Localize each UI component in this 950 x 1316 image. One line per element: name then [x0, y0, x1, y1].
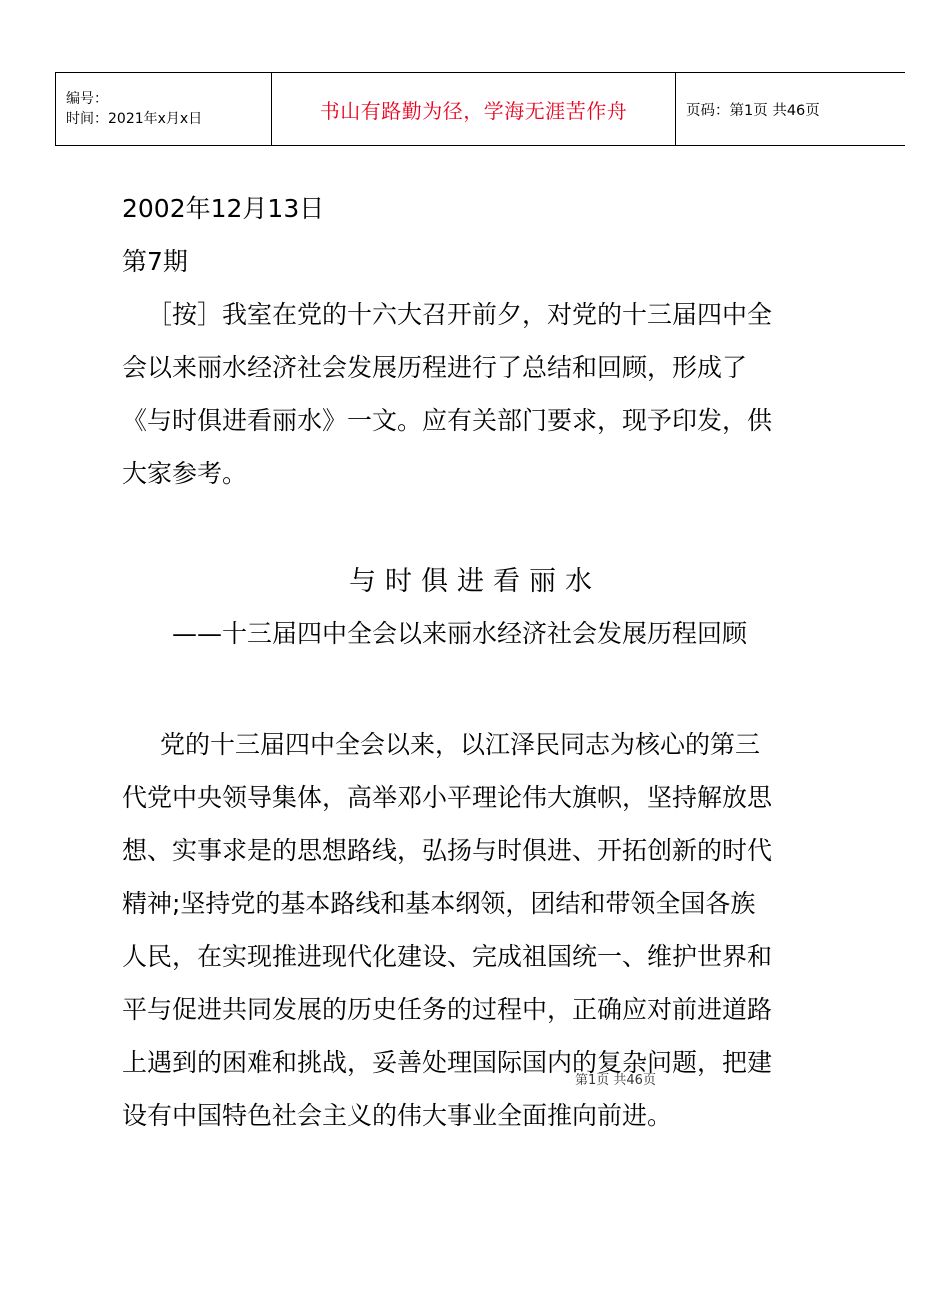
body-line: 代党中央领导集体，高举邓小平理论伟大旗帜，坚持解放思: [122, 783, 773, 812]
header-page-cell: [676, 73, 906, 146]
page-footer: 第1页 共46页: [575, 1073, 656, 1088]
intro-block: [122, 182, 842, 500]
body-line: 党的十三届四中全会以来，以江泽民同志为核心的第三: [160, 730, 761, 759]
page-info: 页码：第1页 共46页: [686, 102, 820, 119]
note-line: 大家参考。: [122, 459, 248, 488]
body-line: 设有中国特色社会主义的伟大事业全面推向前进。: [122, 1101, 673, 1130]
header-motto-cell: [272, 73, 676, 146]
body-line: 平与促进共同发展的历史任务的过程中，正确应对前进道路: [122, 995, 773, 1024]
time-label: 时间：2021年x月x日: [66, 111, 203, 127]
serial-label: 编号：: [66, 91, 108, 107]
article-title: 与时俱进看丽水: [349, 566, 601, 597]
date-line: 2002年12月13日: [122, 194, 325, 223]
motto: 书山有路勤为径，学海无涯苦作舟: [319, 98, 628, 123]
note-line: 《与时俱进看丽水》一文。应有关部门要求，现予印发，供: [122, 406, 773, 435]
body-line: 上遇到的困难和挑战，妥善处理国际国内的复杂问题，把建: [122, 1048, 773, 1077]
body-line: 人民，在实现推进现代化建设、完成祖国统一、维护世界和: [122, 942, 773, 971]
issue-line: 第7期: [122, 247, 188, 276]
body-paragraph: [122, 718, 842, 1142]
header-table: [55, 72, 905, 146]
note-line: ［按］我室在党的十六大召开前夕，对党的十三届四中全: [147, 300, 773, 329]
article-subtitle: ——十三届四中全会以来丽水经济社会发展历程回顾: [172, 619, 748, 648]
note-line: 会以来丽水经济社会发展历程进行了总结和回顾，形成了: [122, 353, 748, 382]
header-left-cell: [56, 73, 272, 146]
body-line: 想、实事求是的思想路线，弘扬与时俱进、开拓创新的时代: [122, 836, 773, 865]
body-line: 精神;坚持党的基本路线和基本纲领，团结和带领全国各族: [122, 889, 756, 918]
